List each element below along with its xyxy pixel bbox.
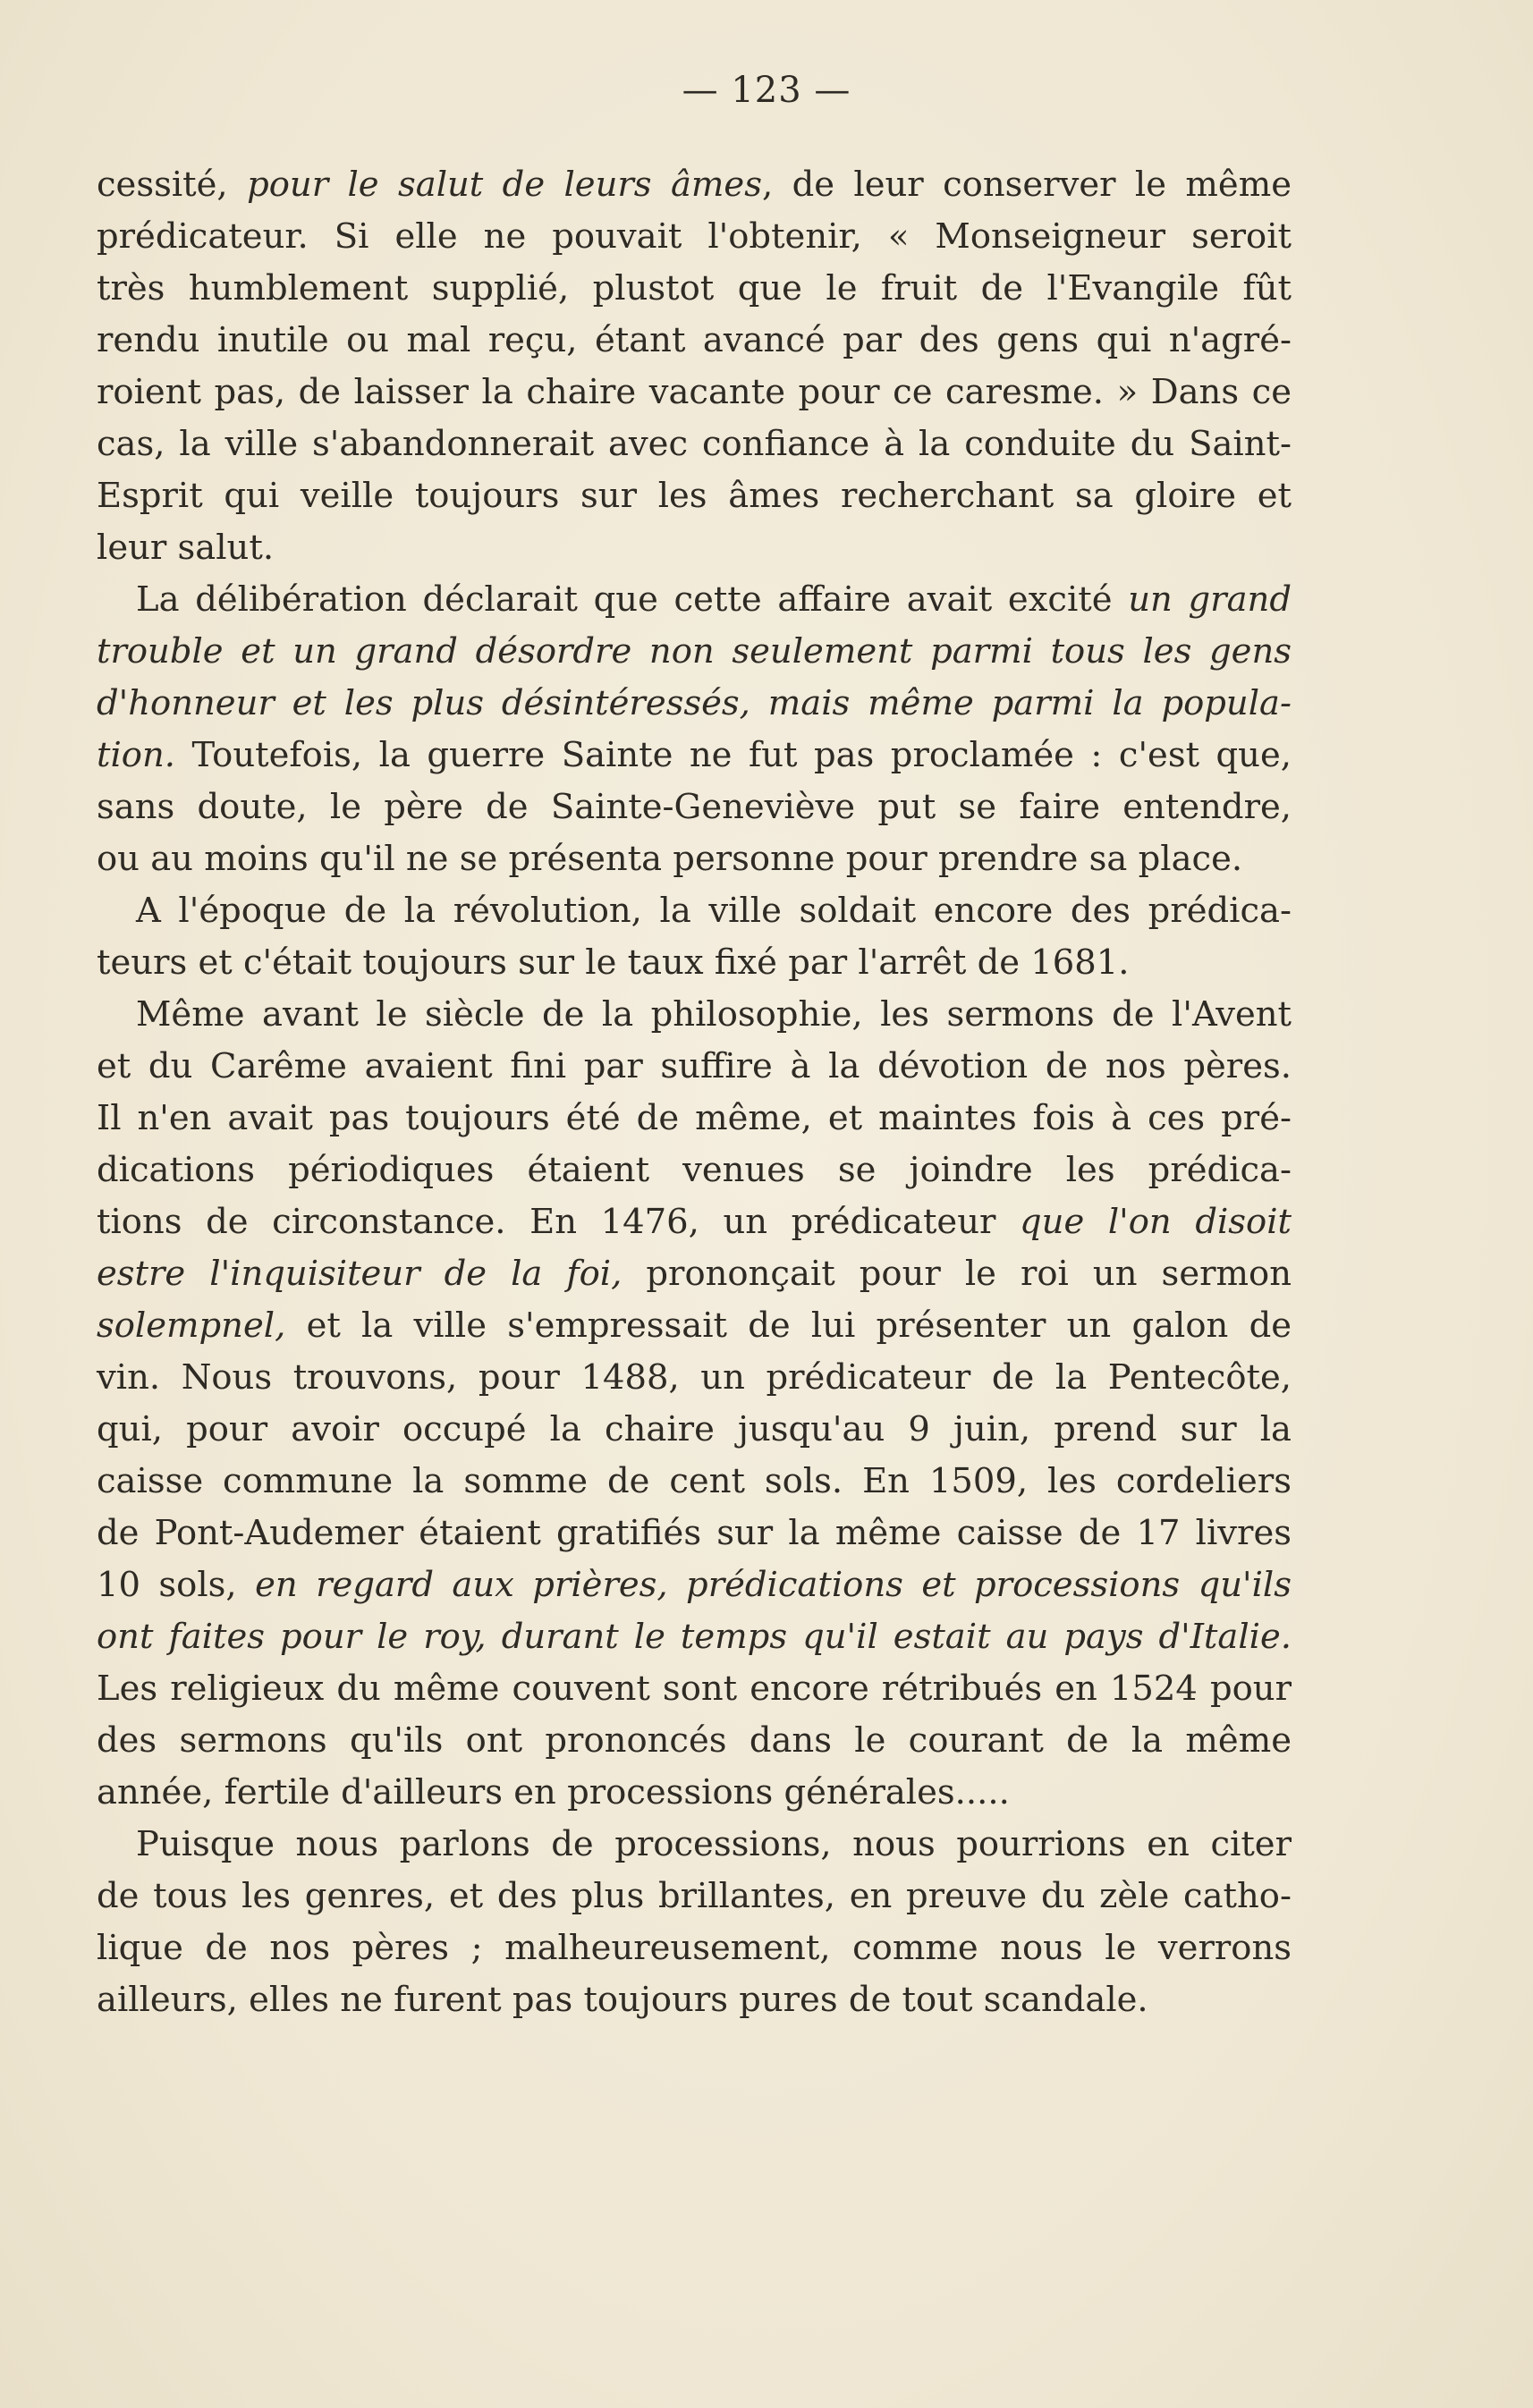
text-segment: 10 sols,	[97, 1565, 256, 1605]
text-segment: vin. Nous trouvons, pour 1488, un prédicateur de la Pentecôte,	[97, 1357, 1292, 1398]
text-line	[97, 782, 1292, 833]
text-line	[97, 1819, 1292, 1871]
text-line	[97, 1248, 1292, 1300]
text-segment: prédicateur. Si elle ne pouvait l'obtenir, « Monseigneur seroit	[97, 216, 1292, 257]
italic-text: que l'on disoit	[1020, 1202, 1292, 1242]
text-segment: teurs et c'était toujours sur le taux fixé par l'arrêt de 1681.	[97, 942, 1130, 983]
text-segment: sans doute, le père de Sainte-Geneviève put se faire entendre,	[97, 787, 1292, 827]
text-line	[97, 470, 1292, 522]
text-segment: qui, pour avoir occupé la chaire jusqu'au 9 juin, prend sur la	[97, 1409, 1292, 1449]
text-line	[97, 1559, 1292, 1611]
text-segment: Esprit qui veille toujours sur les âmes recherchant sa gloire et	[97, 476, 1292, 516]
text-segment: lique de nos pères ; malheureusement, comme nous le verrons	[97, 1928, 1292, 1968]
text-line	[97, 885, 1292, 937]
text-segment: et du Carême avaient fini par suffire à la dévotion de nos pères.	[97, 1046, 1292, 1086]
text-segment: ailleurs, elles ne furent pas toujours pures de tout scandale.	[97, 1980, 1148, 2020]
text-line	[97, 989, 1292, 1041]
text-segment: ou au moins qu'il ne se présenta personne pour prendre sa place.	[97, 839, 1243, 879]
text-line	[97, 730, 1292, 782]
text-segment: cas, la ville s'abandonnerait avec confiance à la conduite du Saint-	[97, 424, 1292, 464]
text-segment: année, fertile d'ailleurs en processions générales.....	[97, 1772, 1010, 1812]
text-segment: Même avant le siècle de la philosophie, les sermons de l'Avent	[136, 994, 1292, 1035]
text-line	[97, 367, 1292, 418]
italic-text: trouble et un grand désordre non seulement parmi tous les gens	[97, 631, 1292, 672]
text-segment: , de leur conserver le même	[761, 165, 1292, 205]
text-line	[97, 1611, 1292, 1663]
text-segment: leur salut.	[97, 528, 275, 568]
text-segment: A l'époque de la révolution, la ville soldait encore des prédica-	[136, 891, 1292, 931]
text-segment: tions de circonstance. En 1476, un prédicateur	[97, 1202, 1021, 1242]
text-segment: Puisque nous parlons de processions, nous pourrions en citer	[136, 1824, 1292, 1864]
italic-text: d'honneur et les plus désintéressés, mais même parmi la popula-	[97, 683, 1292, 723]
text-line	[97, 1145, 1292, 1196]
italic-text: tion.	[97, 735, 175, 775]
italic-text: ont faites pour le roy, durant le temps qu'il estait au pays d'Italie.	[97, 1617, 1292, 1657]
italic-text: solempnel,	[97, 1305, 286, 1346]
text-segment: et la ville s'empressait de lui présenter un galon de	[285, 1305, 1292, 1346]
text-segment: cessité,	[97, 165, 248, 205]
text-line	[97, 1352, 1292, 1404]
text-line	[97, 1871, 1292, 1922]
text-line	[97, 833, 1292, 885]
text-segment: Toutefois, la guerre Sainte ne fut pas proclamée : c'est que,	[175, 735, 1292, 775]
italic-text: un grand	[1128, 579, 1292, 620]
text-segment: rendu inutile ou mal reçu, étant avancé par des gens qui n'agré-	[97, 320, 1292, 360]
italic-text: estre l'inquisiteur de la foi,	[97, 1254, 623, 1294]
text-segment: roient pas, de laisser la chaire vacante pour ce caresme. » Dans ce	[97, 372, 1292, 412]
body-text	[97, 159, 1292, 2026]
italic-text: pour le salut de leurs âmes	[247, 165, 762, 205]
text-line	[97, 1093, 1292, 1145]
text-line	[97, 1715, 1292, 1767]
text-line	[97, 1922, 1292, 1974]
text-line	[97, 1456, 1292, 1508]
text-segment: Les religieux du même couvent sont encore rétribués en 1524 pour	[97, 1669, 1292, 1709]
text-line	[97, 574, 1292, 626]
text-line	[97, 1508, 1292, 1559]
text-segment: La délibération déclarait que cette affaire avait excité	[136, 579, 1129, 620]
text-line	[97, 159, 1292, 211]
text-line	[97, 1663, 1292, 1715]
text-line	[97, 263, 1292, 315]
text-line	[97, 315, 1292, 367]
page-number: — 123 —	[682, 70, 851, 111]
text-line	[97, 937, 1292, 989]
text-segment: de Pont-Audemer étaient gratifiés sur la même caisse de 17 livres	[97, 1513, 1292, 1553]
text-line	[97, 522, 1292, 574]
text-line	[97, 1041, 1292, 1093]
text-line	[97, 1196, 1292, 1248]
text-segment: Il n'en avait pas toujours été de même, et maintes fois à ces pré-	[97, 1098, 1292, 1138]
text-line	[97, 1974, 1292, 2026]
text-line	[97, 1767, 1292, 1819]
text-line	[97, 626, 1292, 678]
text-segment: dications périodiques étaient venues se joindre les prédica-	[97, 1150, 1292, 1190]
text-segment: très humblement supplié, plustot que le fruit de l'Evangile fût	[97, 268, 1292, 308]
text-line	[97, 1404, 1292, 1456]
text-segment: des sermons qu'ils ont prononcés dans le courant de la même	[97, 1720, 1292, 1761]
text-segment: caisse commune la somme de cent sols. En 1509, les cordeliers	[97, 1461, 1292, 1501]
text-line	[97, 211, 1292, 263]
text-line	[97, 1300, 1292, 1352]
text-segment: prononçait pour le roi un sermon	[622, 1254, 1292, 1294]
italic-text: en regard aux prières, prédications et processions qu'ils	[255, 1565, 1292, 1605]
text-line	[97, 418, 1292, 470]
text-line	[97, 678, 1292, 730]
text-segment: de tous les genres, et des plus brillantes, en preuve du zèle catho-	[97, 1876, 1292, 1916]
